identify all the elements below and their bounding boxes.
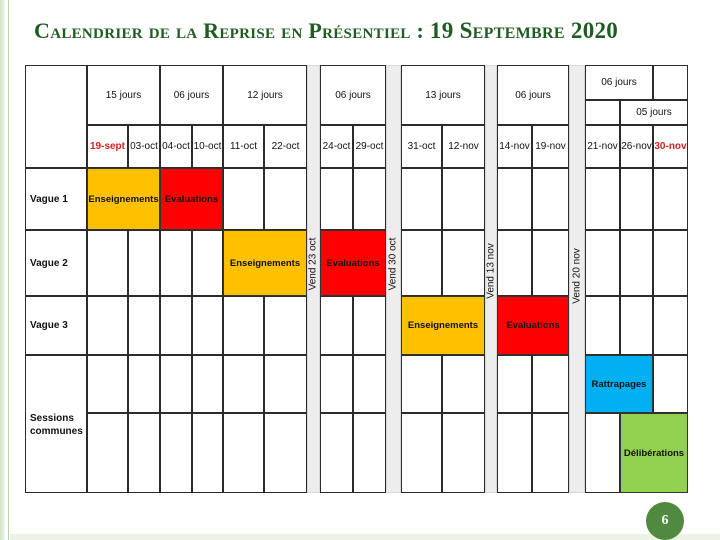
date-cell: 19-nov [532, 125, 569, 168]
duration-cell: 06 jours [320, 65, 386, 125]
grid-cell [353, 413, 386, 493]
separator-label: Vend 30 oct [387, 237, 399, 291]
duration-cell: 06 jours [585, 65, 653, 100]
date-cell: 11-oct [223, 125, 264, 168]
header-empty-cell [653, 65, 688, 100]
grid-cell [442, 168, 485, 230]
duration-cell: 15 jours [87, 65, 160, 125]
grid-cell [442, 413, 485, 493]
header-empty-cell [585, 100, 620, 125]
grid-cell [353, 168, 386, 230]
grid-cell [353, 296, 386, 355]
block-enseignements-vague-1: Enseignements [87, 168, 160, 230]
block-deliberations: Délibérations [620, 413, 688, 493]
separator-label: Vend 20 nov [571, 248, 583, 304]
grid-cell [620, 230, 653, 296]
grid-cell [192, 296, 223, 355]
grid-cell [532, 230, 569, 296]
title-main: Calendrier de la Reprise en Présentiel : [34, 18, 430, 43]
grid-cell [87, 230, 128, 296]
row-label-vague-3: Vague 3 [25, 296, 87, 355]
date-cell: 26-nov [620, 125, 653, 168]
separator-label: Vend 23 oct [307, 237, 319, 291]
grid-cell [401, 230, 442, 296]
grid-cell [128, 296, 160, 355]
page-number-badge: 6 [646, 502, 684, 540]
grid-cell [653, 355, 688, 413]
grid-cell [128, 230, 160, 296]
date-cell: 04-oct [160, 125, 192, 168]
duration-cell: 06 jours [497, 65, 569, 125]
grid-cell [401, 168, 442, 230]
grid-cell [497, 230, 532, 296]
duration-cell: 13 jours [401, 65, 485, 125]
grid-cell [320, 168, 353, 230]
grid-cell [320, 413, 353, 493]
date-cell: 19-sept [87, 125, 128, 168]
block-rattrapages: Rattrapages [585, 355, 653, 413]
row-label-sessions-communes: Sessions communes [25, 355, 87, 493]
grid-cell [160, 413, 192, 493]
grid-cell [192, 413, 223, 493]
block-enseignements-vague-3: Enseignements [401, 296, 485, 355]
date-cell: 12-nov [442, 125, 485, 168]
block-evaluations-vague-2: Evaluations [320, 230, 386, 296]
grid-cell [442, 355, 485, 413]
grid-cell [620, 296, 653, 355]
grid-cell [585, 168, 620, 230]
grid-cell [87, 413, 128, 493]
grid-cell [442, 230, 485, 296]
block-evaluations-vague-3: Evaluations [497, 296, 569, 355]
grid-cell [653, 168, 688, 230]
date-cell: 10-oct [192, 125, 223, 168]
duration-cell: 12 jours [223, 65, 307, 125]
grid-cell [585, 296, 620, 355]
block-enseignements-vague-2: Enseignements [223, 230, 307, 296]
grid-cell [320, 355, 353, 413]
date-cell: 29-oct [353, 125, 386, 168]
slide-bottom-rule [10, 534, 720, 540]
grid-cell [532, 355, 569, 413]
duration-cell: 05 jours [620, 100, 688, 125]
grid-cell [264, 413, 307, 493]
grid-cell [87, 296, 128, 355]
grid-cell [532, 168, 569, 230]
grid-cell [585, 230, 620, 296]
grid-cell [128, 413, 160, 493]
grid-cell [401, 355, 442, 413]
separator-label: Vend 13 nov [485, 243, 497, 299]
grid-cell [192, 230, 223, 296]
date-cell: 21-nov [585, 125, 620, 168]
grid-cell [264, 296, 307, 355]
grid-cell [264, 355, 307, 413]
duration-cell: 06 jours [160, 65, 223, 125]
date-cell: 14-nov [497, 125, 532, 168]
date-cell: 30-nov [653, 125, 688, 168]
grid-cell [497, 355, 532, 413]
row-label-vague-2: Vague 2 [25, 230, 87, 296]
grid-cell [160, 296, 192, 355]
date-cell: 31-oct [401, 125, 442, 168]
grid-cell [353, 355, 386, 413]
row-label-vague-1: Vague 1 [25, 168, 87, 230]
grid-cell [497, 413, 532, 493]
date-cell: 24-oct [320, 125, 353, 168]
grid-cell [401, 413, 442, 493]
header-corner [25, 65, 87, 168]
block-evaluations-vague-1: Evaluations [160, 168, 223, 230]
date-cell: 03-oct [128, 125, 160, 168]
title-date: 19 Septembre 2020 [429, 18, 619, 43]
grid-cell [223, 168, 264, 230]
grid-cell [160, 230, 192, 296]
grid-cell [653, 230, 688, 296]
grid-cell [532, 413, 569, 493]
grid-cell [160, 355, 192, 413]
grid-cell [497, 168, 532, 230]
grid-cell [192, 355, 223, 413]
grid-cell [223, 413, 264, 493]
grid-cell [223, 355, 264, 413]
date-cell: 22-oct [264, 125, 307, 168]
grid-cell [264, 168, 307, 230]
grid-cell [653, 296, 688, 355]
grid-cell [585, 413, 620, 493]
grid-cell [128, 355, 160, 413]
grid-cell [320, 296, 353, 355]
grid-cell [87, 355, 128, 413]
grid-cell [223, 296, 264, 355]
grid-cell [620, 168, 653, 230]
